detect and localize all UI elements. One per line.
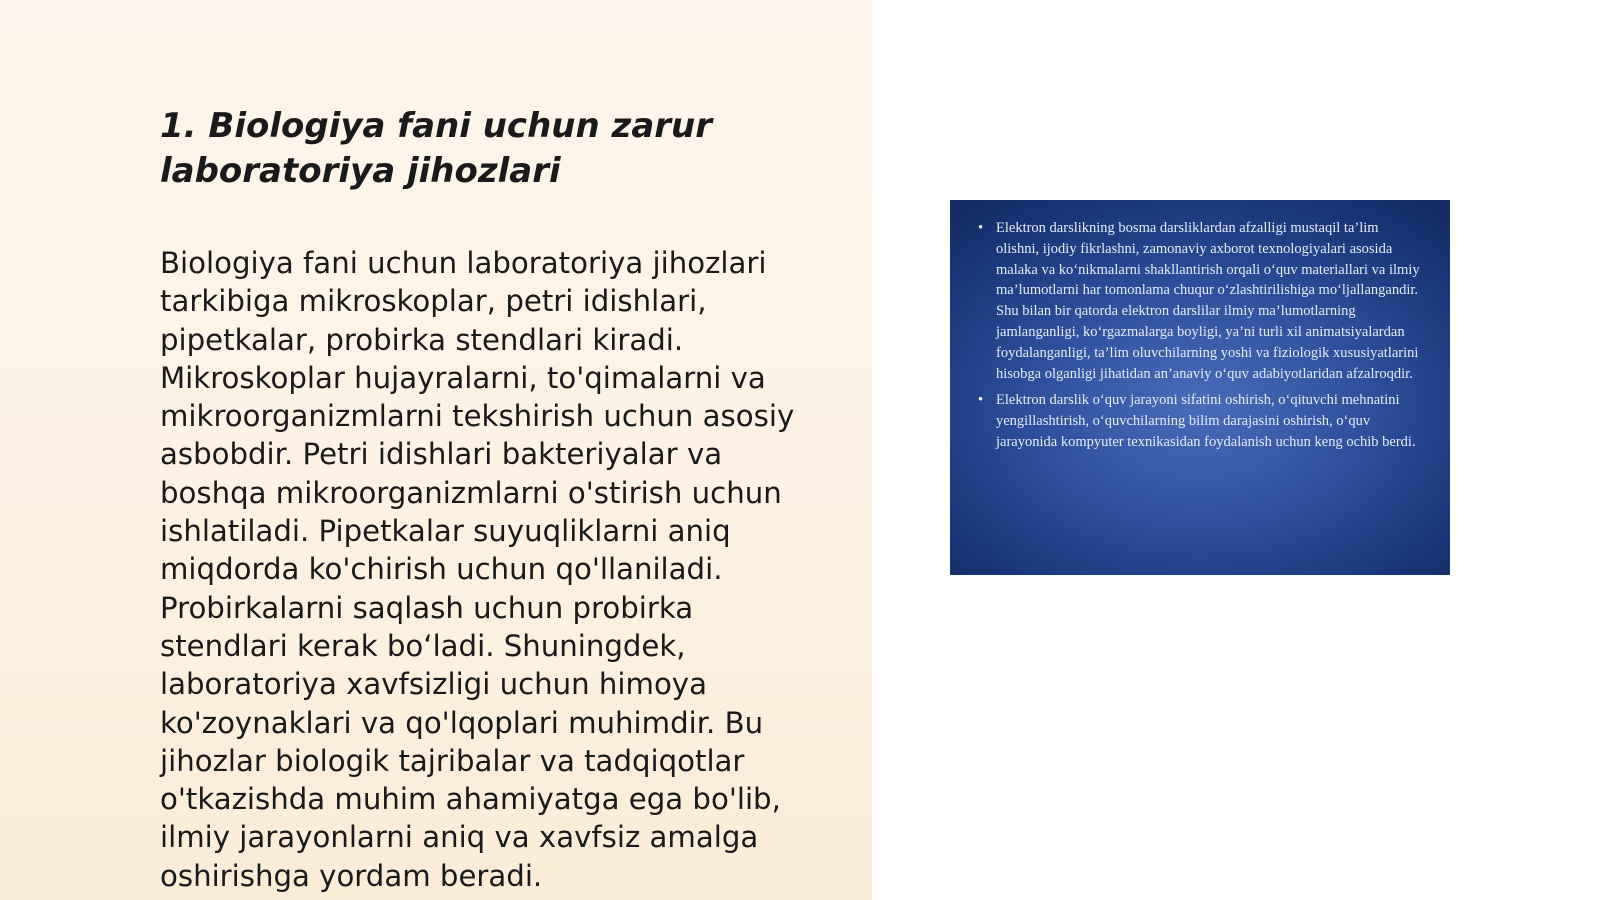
image-bullet-text: Elektron darslikning bosma darsliklardan afzalligi mustaqil ta’lim olishni, ijodiy fikrlashni, zamonaviy axborot texnologiyalari asosida malaka va ko‘nikmalarni shakllantirish orqali o‘quv materiallari va ilmiy ma’lumotlarni har tomonlama chuqur o‘zlashtirilishiga mo‘ljallangandir. Shu bilan bir qatorda elektron darslilar ilmiy ma’lumotlarning jamlanganligi, ko‘rgazmalarga boyligi, ya’ni turli xil animatsiyalardan foydalanganligi, ta’lim oluvchilarning yoshi va fiziologik xususiyatlarini hisobga olganligi jihatidan an’anaviy o‘quv adabiyotlaridan afzalroqdir. <box>996 220 1420 382</box>
embedded-slide-image <box>950 200 1450 575</box>
image-bullet-text: Elektron darslik o‘quv jarayoni sifatini oshirish, o‘qituvchi mehnatini yengillashtirish, o‘quvchilarning bilim darajasini oshirish, o‘quv jarayonida kompyuter texnikasidan foydalanish uchun keng ochib berdi. <box>996 392 1416 450</box>
bullet-icon: • <box>978 392 984 409</box>
image-bullet-item <box>978 218 1422 384</box>
bullet-icon: • <box>978 220 984 236</box>
image-bullet-item <box>978 390 1422 452</box>
slide-title: 1. Biologiya fani uchun zarur laboratoriya jihozlari <box>160 106 713 191</box>
image-bullet-list <box>978 218 1422 453</box>
slide-body-text: Biologiya fani uchun laboratoriya jihozlari tarkibiga mikroskoplar, petri idishlari, pipetkalar, probirka stendlari kiradi. Mikroskoplar hujayralarni, to'qimalarni va mikroorganizmlarni tekshirish uchun asosiy asbobdir. Petri idishlari bakteriyalar va boshqa mikroorganizmlarni o'stirish uchun ishlatiladi. Pipetkalar suyuqliklarni aniq miqdorda ko'chirish uchun qo'llaniladi. Probirkalarni saqlash uchun probirka stendlari kerak bo‘ladi. Shuningdek, laboratoriya xavfsizligi uchun himoya ko'zoynaklari va qo'lqoplari muhimdir. Bu jihozlar biologik tajribalar va tadqiqotlar o'tkazishda muhim ahamiyatga ega bo'lib, ilmiy jarayonlarni aniq va xavfsiz amalga oshirishga yordam beradi. <box>160 246 795 893</box>
